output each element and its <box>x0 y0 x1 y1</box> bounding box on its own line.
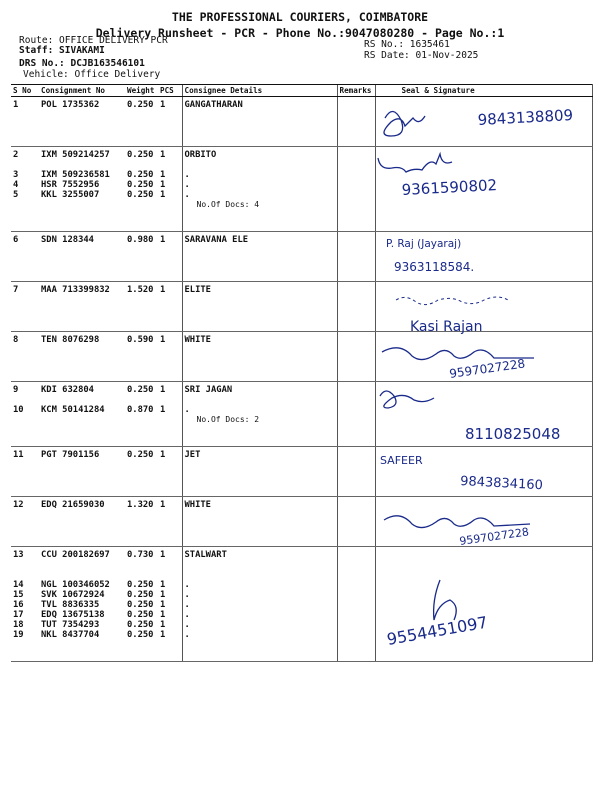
weight-value: 0.250 <box>127 100 154 110</box>
consignee-value: . <box>184 590 190 600</box>
pcs-value: 1 <box>160 150 166 160</box>
signature-cell <box>375 447 592 497</box>
consignee-value: . <box>184 170 190 180</box>
sno-value: 11 <box>13 450 24 460</box>
consignee-value <box>185 395 335 405</box>
consignment-value: NKL 8437704 <box>41 630 100 640</box>
weight-cell <box>125 147 158 232</box>
docs-count: No.Of Docs: 2 <box>196 415 260 424</box>
sno-value: 18 <box>13 620 24 630</box>
remarks-cell <box>337 547 375 662</box>
remarks-cell <box>337 282 375 332</box>
weight-cell <box>125 232 158 282</box>
remarks-cell <box>337 232 375 282</box>
weight-cell <box>125 447 158 497</box>
sno-value <box>13 560 37 570</box>
weight-value: 0.250 <box>127 610 154 620</box>
consignee-value: STALWART <box>184 550 227 560</box>
pcs-value: 1 <box>160 170 166 180</box>
weight-value: 0.590 <box>127 335 154 345</box>
signature-cell <box>375 282 592 332</box>
sno-value: 5 <box>13 190 19 200</box>
signature-cell <box>375 97 592 147</box>
consignee-value: . <box>184 580 190 590</box>
weight-value <box>127 570 156 580</box>
weight-value: 0.250 <box>127 385 154 395</box>
pcs-value: 1 <box>160 500 166 510</box>
sno-value: 13 <box>13 550 24 560</box>
pcs-cell <box>158 447 182 497</box>
col-header-signature: Seal & Signature <box>375 85 592 97</box>
pcs-value: 1 <box>160 620 166 630</box>
table-row <box>11 97 592 147</box>
sno-value: 3 <box>13 170 19 180</box>
pcs-cell <box>158 97 182 147</box>
sno-value <box>13 395 37 405</box>
consignment-value: TEN 8076298 <box>41 335 100 345</box>
vehicle-label: Vehicle: Office Delivery <box>23 69 161 80</box>
consignee-value: . <box>184 600 190 610</box>
sno-value: 12 <box>13 500 24 510</box>
col-header-weight: Weight <box>125 85 158 97</box>
pcs-value: 1 <box>160 550 166 560</box>
pcs-cell <box>158 232 182 282</box>
pcs-value: 1 <box>160 285 166 295</box>
weight-cell <box>125 547 158 662</box>
sno-value: 19 <box>13 630 24 640</box>
consignee-value: JET <box>184 450 201 460</box>
consignment-value <box>41 560 123 570</box>
consignee-value: ORBITO <box>184 150 217 160</box>
weight-value: 0.250 <box>127 600 154 610</box>
table-header-row <box>11 85 592 97</box>
consignment-cell <box>39 497 125 547</box>
weight-value: 0.730 <box>127 550 154 560</box>
remarks-cell <box>337 447 375 497</box>
signature-cell <box>375 332 592 382</box>
weight-value <box>127 160 156 170</box>
pcs-value <box>160 560 180 570</box>
signature-phone: 9597027228 <box>448 356 527 381</box>
consignee-value: WHITE <box>184 500 211 510</box>
rs-number: RS No.: 1635461 <box>364 39 450 50</box>
pcs-cell <box>158 282 182 332</box>
consignment-value: IXM 509236581 <box>41 170 110 180</box>
consignment-value: IXM 509214257 <box>41 150 110 160</box>
table-row <box>11 447 592 497</box>
consignment-cell <box>39 332 125 382</box>
consignee-cell <box>182 232 337 282</box>
consignee-value <box>185 560 335 570</box>
signature-name: Kasi Rajan <box>410 319 483 335</box>
consignee-value: . <box>184 630 190 640</box>
sno-value: 6 <box>13 235 19 245</box>
consignment-value: EDQ 21659030 <box>41 500 105 510</box>
weight-cell <box>125 382 158 447</box>
docs-count: No.Of Docs: 4 <box>196 200 260 209</box>
table-row <box>11 497 592 547</box>
consignment-value: TUT 7354293 <box>41 620 100 630</box>
consignment-cell <box>39 147 125 232</box>
consignment-value: CCU 200182697 <box>41 550 110 560</box>
weight-value: 0.870 <box>127 405 154 415</box>
consignee-cell <box>182 332 337 382</box>
sno-value: 17 <box>13 610 24 620</box>
weight-value: 1.320 <box>127 500 154 510</box>
col-header-consignee: Consignee Details <box>182 85 337 97</box>
weight-cell <box>125 332 158 382</box>
consignment-value: TVL 8836335 <box>41 600 100 610</box>
consignment-value <box>41 570 123 580</box>
consignee-cell <box>182 282 337 332</box>
signature-phone: 9843138809 <box>477 106 574 129</box>
runsheet-table <box>11 84 593 662</box>
sno-value: 15 <box>13 590 24 600</box>
consignee-value: . <box>184 610 190 620</box>
signature-phone: 9597027228 <box>458 525 530 548</box>
consignee-value <box>185 570 335 580</box>
consignment-value: SDN 128344 <box>41 235 94 245</box>
signature-cell <box>375 382 592 447</box>
weight-value: 0.250 <box>127 590 154 600</box>
pcs-value: 1 <box>160 450 166 460</box>
sno-cell <box>11 547 39 662</box>
consignee-cell <box>182 382 337 447</box>
sno-value: 10 <box>13 405 24 415</box>
table-row <box>11 382 592 447</box>
pcs-value: 1 <box>160 100 166 110</box>
weight-value <box>127 395 156 405</box>
consignee-cell <box>182 97 337 147</box>
rs-date: RS Date: 01-Nov-2025 <box>364 50 479 61</box>
sno-cell <box>11 232 39 282</box>
consignee-value: . <box>184 190 190 200</box>
pcs-value: 1 <box>160 385 166 395</box>
signature-phone: 8110825048 <box>465 425 561 443</box>
pcs-value: 1 <box>160 580 166 590</box>
pcs-value: 1 <box>160 590 166 600</box>
signature-cell <box>375 147 592 232</box>
consignment-cell <box>39 447 125 497</box>
sno-value: 2 <box>13 150 19 160</box>
sno-value: 1 <box>13 100 19 110</box>
pcs-value: 1 <box>160 235 166 245</box>
consignment-value: PGT 7901156 <box>41 450 100 460</box>
sno-cell <box>11 382 39 447</box>
signature-phone: 9361590802 <box>401 176 498 199</box>
table-row <box>11 282 592 332</box>
pcs-value: 1 <box>160 630 166 640</box>
consignment-value: POL 1735362 <box>41 100 100 110</box>
table-row <box>11 232 592 282</box>
weight-cell <box>125 497 158 547</box>
consignee-value: . <box>184 405 190 415</box>
signature-cell <box>375 547 592 662</box>
signature-phone: 9554451097 <box>385 612 489 649</box>
pcs-value: 1 <box>160 180 166 190</box>
signature-name: P. Raj (Jayaraj) <box>386 238 462 250</box>
weight-value: 0.250 <box>127 580 154 590</box>
consignment-value: EDQ 13675138 <box>41 610 105 620</box>
route-label: Route: OFFICE DELIVERY PCR <box>19 35 168 46</box>
sno-value: 8 <box>13 335 19 345</box>
remarks-cell <box>337 147 375 232</box>
remarks-cell <box>337 97 375 147</box>
consignment-cell <box>39 232 125 282</box>
signature-phone: 9363118584. <box>394 260 475 274</box>
consignment-value: KDI 632804 <box>41 385 94 395</box>
remarks-cell <box>337 332 375 382</box>
company-title: THE PROFESSIONAL COURIERS, COIMBATORE <box>171 10 429 24</box>
signature-cell <box>375 497 592 547</box>
consignee-cell <box>182 447 337 497</box>
consignment-cell <box>39 547 125 662</box>
consignment-value <box>41 160 123 170</box>
weight-value: 0.250 <box>127 620 154 630</box>
sno-value: 9 <box>13 385 19 395</box>
consignee-value: ELITE <box>184 285 211 295</box>
consignee-cell <box>182 547 337 662</box>
sno-value: 7 <box>13 285 19 295</box>
pcs-cell <box>158 147 182 232</box>
consignment-value <box>41 395 123 405</box>
remarks-cell <box>337 497 375 547</box>
weight-value: 0.250 <box>127 450 154 460</box>
staff-label: Staff: SIVAKAMI <box>19 45 105 56</box>
pcs-value <box>160 395 180 405</box>
sno-cell <box>11 97 39 147</box>
consignment-cell <box>39 382 125 447</box>
col-header-consignment: Consignment No <box>39 85 125 97</box>
sno-value <box>13 160 37 170</box>
consignee-cell <box>182 497 337 547</box>
consignee-value: GANGATHARAN <box>184 100 243 110</box>
pcs-cell <box>158 382 182 447</box>
col-header-sno: S No <box>11 85 39 97</box>
weight-value: 0.250 <box>127 150 154 160</box>
signature-name: SAFEER <box>380 454 423 467</box>
weight-value: 0.250 <box>127 170 154 180</box>
consignee-value: SRI JAGAN <box>184 385 233 395</box>
weight-value: 0.250 <box>127 630 154 640</box>
weight-value: 0.250 <box>127 190 154 200</box>
consignee-value: . <box>184 620 190 630</box>
sno-value: 4 <box>13 180 19 190</box>
pcs-value: 1 <box>160 600 166 610</box>
pcs-value: 1 <box>160 190 166 200</box>
col-header-pcs: PCS <box>158 85 182 97</box>
pcs-value <box>160 160 180 170</box>
consignment-value: KKL 3255007 <box>41 190 100 200</box>
sno-cell <box>11 282 39 332</box>
table-row <box>11 547 592 662</box>
col-header-remarks: Remarks <box>337 85 375 97</box>
consignee-value: . <box>184 180 190 190</box>
consignee-cell <box>182 147 337 232</box>
pcs-value: 1 <box>160 405 166 415</box>
consignee-value <box>185 160 335 170</box>
sno-value: 14 <box>13 580 24 590</box>
table-row <box>11 332 592 382</box>
weight-value <box>127 560 156 570</box>
weight-cell <box>125 97 158 147</box>
sno-cell <box>11 447 39 497</box>
table-row <box>11 147 592 232</box>
weight-value: 1.520 <box>127 285 154 295</box>
consignment-cell <box>39 97 125 147</box>
sno-cell <box>11 147 39 232</box>
consignment-value: KCM 50141284 <box>41 405 105 415</box>
consignment-value: MAA 713399832 <box>41 285 110 295</box>
weight-cell <box>125 282 158 332</box>
runsheet-subtitle: Delivery Runsheet - PCR - Phone No.:9047080280 - Page No.:1 <box>95 26 505 40</box>
sno-cell <box>11 497 39 547</box>
signature-cell <box>375 232 592 282</box>
pcs-cell <box>158 497 182 547</box>
sno-value: 16 <box>13 600 24 610</box>
consignment-value: HSR 7552956 <box>41 180 100 190</box>
consignment-value: NGL 100346052 <box>41 580 110 590</box>
sno-value <box>13 570 37 580</box>
consignee-value: WHITE <box>184 335 211 345</box>
signature-phone: 9843834160 <box>459 474 544 494</box>
remarks-cell <box>337 382 375 447</box>
pcs-value <box>160 570 180 580</box>
consignee-value: SARAVANA ELE <box>184 235 249 245</box>
weight-value: 0.980 <box>127 235 154 245</box>
pcs-value: 1 <box>160 335 166 345</box>
drs-number: DRS No.: DCJB163546101 <box>19 58 145 69</box>
pcs-cell <box>158 332 182 382</box>
pcs-value: 1 <box>160 610 166 620</box>
consignment-cell <box>39 282 125 332</box>
weight-value: 0.250 <box>127 180 154 190</box>
pcs-cell <box>158 547 182 662</box>
consignment-value: SVK 10672924 <box>41 590 105 600</box>
sno-cell <box>11 332 39 382</box>
